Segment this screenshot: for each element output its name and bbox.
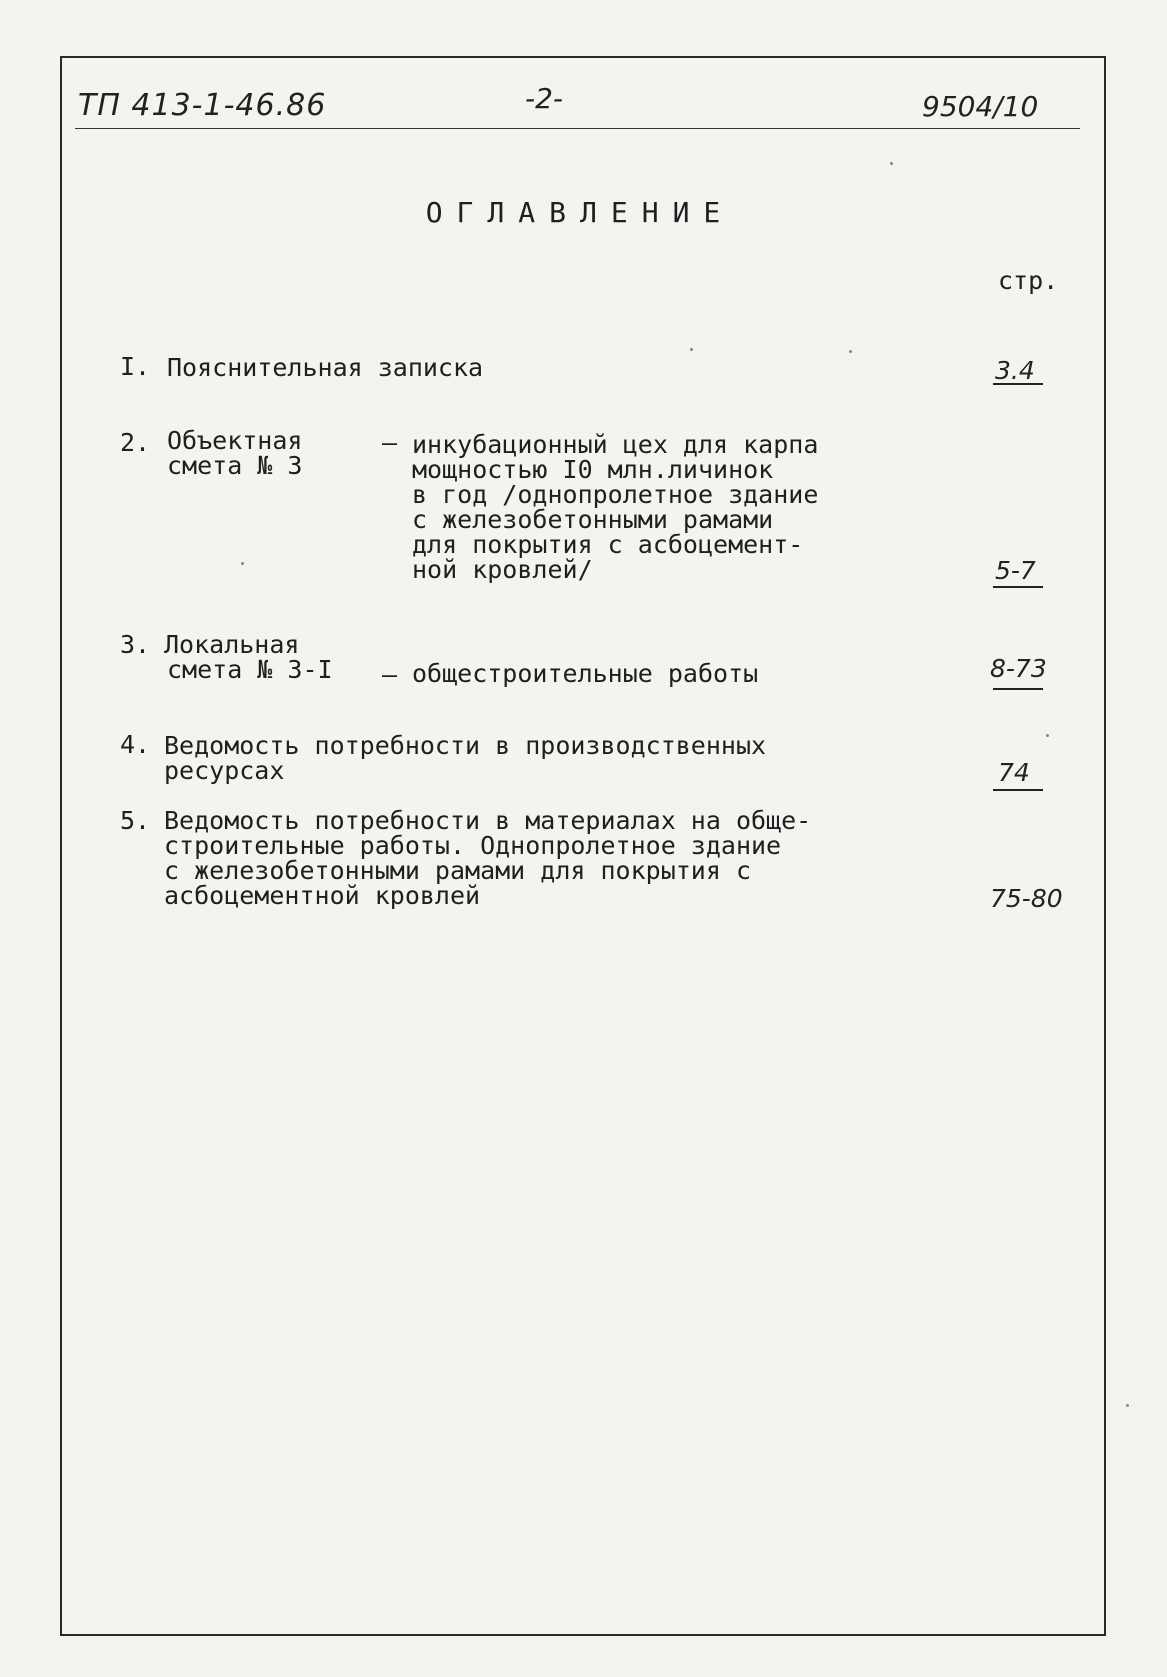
scan-speck [890,162,893,165]
item-label-line: смета № 3-I [167,655,333,684]
item-dash: – [382,428,398,457]
item-label-line: с железобетонными рамами для покрытия с [164,856,751,885]
item-label-line: Ведомость потребности в производственных [164,731,767,760]
item-dash: – [382,660,398,689]
header-rule [75,128,1080,129]
scan-speck [1126,1404,1129,1407]
item-number: I. [120,352,151,381]
scan-speck [241,562,244,565]
page-number: -2- [525,82,564,115]
pages-underline [993,586,1043,588]
item-label: Пояснительная записка [167,353,484,382]
pages-underline [993,789,1043,791]
item-label-line: Локальная [164,630,300,659]
item-pages: 75-80 [990,884,1063,913]
item-label-line: ресурсах [164,756,285,785]
item-description-line: инкубационный цех для карпа [412,430,819,459]
item-label-line: Ведомость потребности в материалах на обще- [164,806,812,835]
item-number: 5. [120,806,151,835]
item-label-line: смета № 3 [167,451,303,480]
item-description-line: мощностью I0 млн.личинок [412,455,774,484]
page-column-label: стр. [998,266,1059,295]
item-pages: 8-73 [990,654,1047,683]
item-label-line: Объектная [167,426,303,455]
inventory-number: 9504/10 [922,90,1039,123]
scan-speck [1046,734,1049,737]
item-number: 2. [120,428,151,457]
item-pages: 5-7 [995,556,1036,585]
item-pages: 3.4 [995,356,1035,385]
item-label-line: строительные работы. Однопролетное здание [164,831,782,860]
document-code: ТП 413-1-46.86 [78,88,327,123]
item-description-line: ной кровлей/ [412,555,593,584]
pages-underline [993,688,1043,690]
item-description-line: с железобетонными рамами [412,505,774,534]
page-title: ОГЛАВЛЕНИЕ [425,196,735,229]
item-description: общестроительные работы [412,659,759,688]
scan-speck [690,348,693,351]
item-description-line: для покрытия с асбоцемент- [412,530,804,559]
scan-speck [849,350,852,353]
item-number: 4. [120,730,151,759]
item-label-line: асбоцементной кровлей [164,881,481,910]
item-description-line: в год /однопролетное здание [412,480,819,509]
pages-underline [993,383,1043,385]
item-pages: 74 [998,758,1030,787]
item-number: 3. [120,630,151,659]
